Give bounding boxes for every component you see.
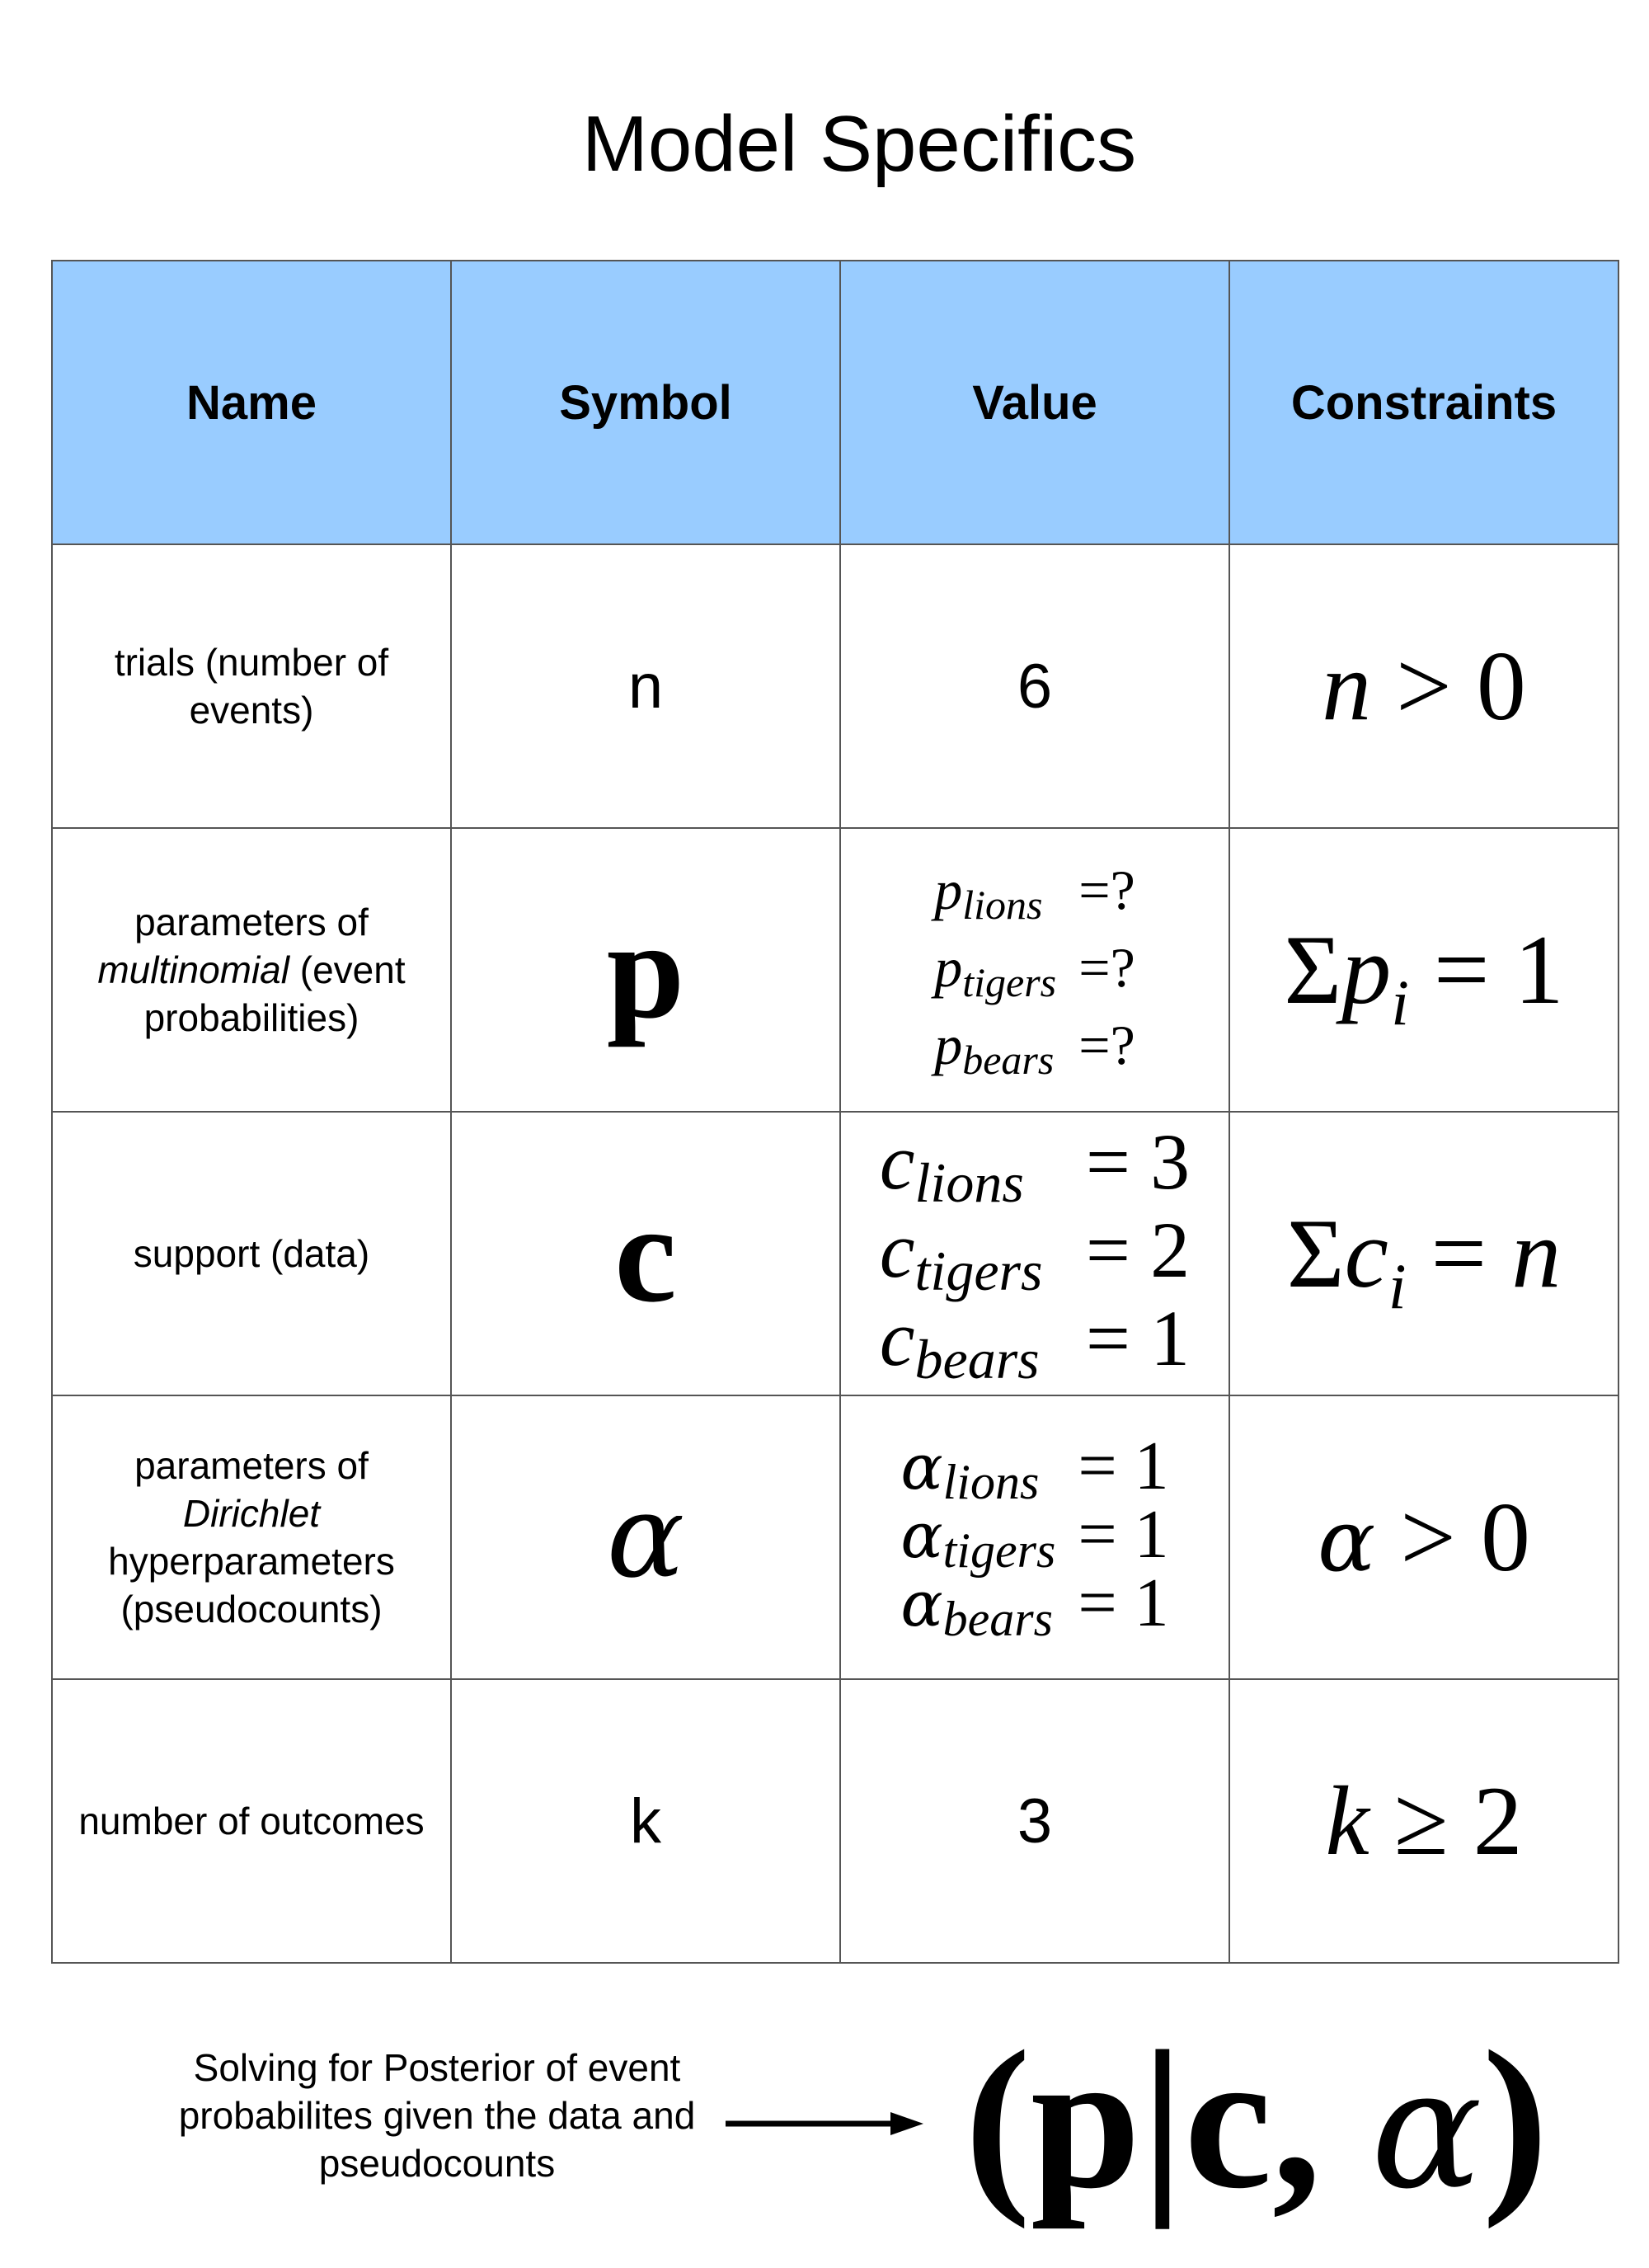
row-value (840, 1112, 1229, 1395)
row-name-cell (52, 1679, 451, 1963)
equation-row (900, 1564, 1169, 1646)
row-name-prefix: parameters of (134, 1444, 369, 1487)
constraint-lhs: n (1322, 631, 1372, 741)
eq-sub: lions (942, 1454, 1040, 1509)
constraint-rhs: 0 (1480, 1482, 1530, 1592)
row-symbol: α (451, 1395, 840, 1679)
eq-base: c (879, 1205, 915, 1294)
row-symbol: k (451, 1679, 840, 1963)
constraint-op: = (1433, 915, 1490, 1024)
value-equations (934, 854, 1135, 1086)
eq-base: p (934, 1014, 963, 1076)
eq-base: α (900, 1429, 943, 1503)
constraint-op: = (1431, 1198, 1487, 1308)
row-constraint (1229, 1679, 1618, 1963)
posterior-caption: Solving for Posterior of event probabilites given the data and pseudocounts (178, 2046, 696, 2185)
row-name: number of outcomes (78, 1800, 425, 1842)
equation-row (879, 1293, 1191, 1390)
posterior-close-paren: ) (1482, 2010, 1548, 2229)
equation-row (879, 1117, 1191, 1214)
posterior-alpha: α (1370, 2034, 1482, 2226)
value-equations (879, 1117, 1191, 1390)
right-arrow-icon (726, 2107, 923, 2140)
constraint-sigma: Σ (1286, 1198, 1345, 1308)
eq-sub: lions (914, 1150, 1024, 1214)
eq-sub: tigers (962, 959, 1057, 1005)
eq-base: p (934, 936, 963, 999)
constraint-sub: i (1391, 967, 1409, 1038)
posterior-bar: | (1140, 2010, 1185, 2229)
header-constraints: Constraints (1229, 261, 1618, 544)
constraint-rhs: 1 (1514, 915, 1564, 1024)
header-value: Value (840, 261, 1229, 544)
header-row (52, 261, 1618, 544)
eq-rhs: = 1 (1085, 1293, 1191, 1382)
constraint-op: > (1396, 631, 1452, 741)
equation-row (934, 931, 1135, 1009)
constraint-sub: i (1388, 1250, 1407, 1322)
posterior-expression (965, 2012, 1558, 2237)
table-row (52, 1679, 1618, 1963)
header-name: Name (52, 261, 451, 544)
constraint-sigma: Σ (1284, 915, 1342, 1024)
posterior-p: p (1030, 2010, 1141, 2229)
equation-row (900, 1495, 1169, 1578)
constraint-lhs: k (1325, 1766, 1369, 1875)
model-specifics-table (51, 260, 1619, 1964)
eq-base: c (879, 1117, 915, 1206)
eq-sub: bears (962, 1037, 1055, 1083)
constraint-op: > (1400, 1482, 1456, 1592)
posterior-c: c (1184, 2010, 1272, 2229)
value-equations (900, 1427, 1169, 1646)
posterior-open-paren: ( (965, 2010, 1031, 2229)
equation-row (934, 854, 1135, 931)
eq-base: α (900, 1498, 943, 1572)
row-name: trials (number of events) (114, 641, 389, 732)
constraint-op: ≥ (1393, 1766, 1449, 1875)
eq-base: α (900, 1566, 943, 1640)
eq-rhs: = 1 (1078, 1495, 1169, 1573)
constraint-rhs: n (1511, 1198, 1562, 1308)
row-value (840, 1395, 1229, 1679)
table-row (52, 544, 1618, 828)
posterior-comma: , (1271, 2010, 1322, 2229)
row-value: 3 (840, 1679, 1229, 1963)
equation-row (934, 1009, 1135, 1086)
row-value: 6 (840, 544, 1229, 828)
row-constraint (1229, 544, 1618, 828)
row-constraint (1229, 828, 1618, 1112)
row-name-cell (52, 1112, 451, 1395)
eq-rhs: =? (1078, 859, 1135, 921)
eq-rhs: = 2 (1085, 1205, 1191, 1294)
row-name-suffix: hyperparameters (pseudocounts) (108, 1540, 395, 1630)
row-name-prefix: parameters of (134, 901, 369, 943)
eq-sub: tigers (942, 1522, 1056, 1578)
table-row (52, 1112, 1618, 1395)
table-row (52, 1395, 1618, 1679)
row-name: support (data) (133, 1232, 370, 1275)
eq-rhs: =? (1078, 936, 1135, 999)
eq-sub: bears (914, 1327, 1040, 1390)
row-name-cell (52, 828, 451, 1112)
constraint-rhs: 0 (1476, 631, 1526, 741)
row-name-suffix: (event probabilities) (143, 948, 406, 1039)
row-name-emphasis: multinomial (97, 948, 289, 991)
equation-row (879, 1205, 1191, 1302)
page-title: Model Specifics (581, 100, 1137, 188)
table-row (52, 828, 1618, 1112)
row-constraint (1229, 1395, 1618, 1679)
eq-sub: lions (962, 882, 1043, 928)
eq-sub: bears (942, 1591, 1053, 1646)
row-constraint (1229, 1112, 1618, 1395)
row-name-emphasis: Dirichlet (182, 1492, 321, 1535)
row-symbol: c (451, 1112, 840, 1395)
eq-rhs: = 1 (1078, 1427, 1169, 1504)
row-symbol: p (451, 828, 840, 1112)
row-value (840, 828, 1229, 1112)
eq-rhs: = 1 (1078, 1564, 1169, 1641)
constraint-base: c (1344, 1198, 1388, 1308)
equation-row (900, 1427, 1169, 1509)
header-symbol: Symbol (451, 261, 840, 544)
constraint-lhs: α (1318, 1490, 1376, 1591)
eq-rhs: = 3 (1085, 1117, 1191, 1206)
constraint-rhs: 2 (1473, 1766, 1523, 1875)
eq-base: p (934, 859, 963, 921)
eq-base: c (879, 1293, 915, 1382)
constraint-base: p (1341, 915, 1392, 1024)
row-symbol: n (451, 544, 840, 828)
eq-rhs: =? (1078, 1014, 1135, 1076)
row-name-cell (52, 1395, 451, 1679)
row-name-cell (52, 544, 451, 828)
eq-sub: tigers (914, 1239, 1043, 1302)
